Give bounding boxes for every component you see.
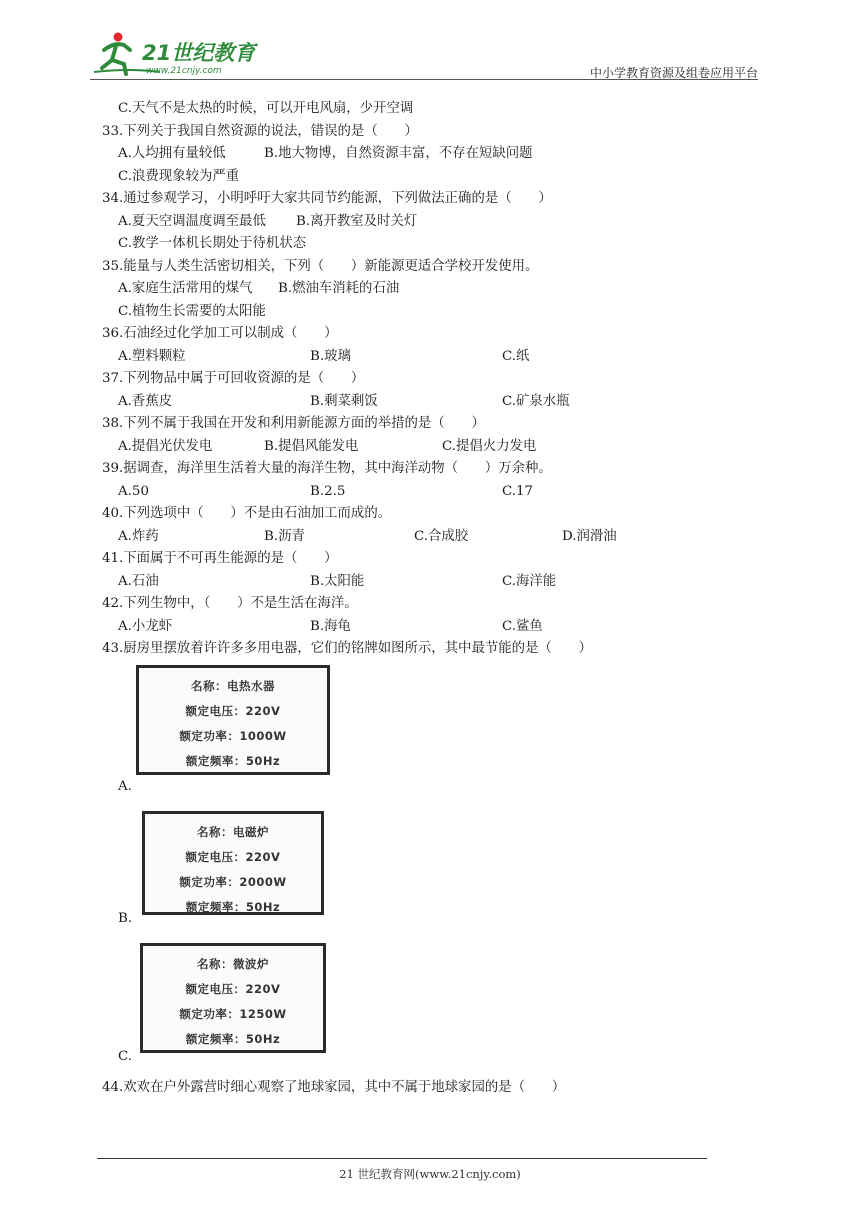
q40-option-a: A.炸药 — [118, 528, 159, 544]
q39-option-b: B.2.5 — [310, 483, 346, 499]
q36-option-a: A.塑料颗粒 — [118, 348, 186, 364]
q35-option-b: B.燃油车消耗的石油 — [278, 281, 400, 296]
q36-options — [102, 346, 742, 369]
q34-options — [102, 211, 742, 234]
footer-divider — [97, 1158, 707, 1159]
nameplate-name: 名称：微波炉 — [197, 956, 269, 971]
nameplate-frequency: 额定频率：50Hz — [185, 899, 281, 914]
nameplate-voltage: 额定电压：220V — [185, 981, 281, 996]
q33-options — [102, 143, 742, 166]
nameplate-a — [136, 665, 330, 775]
nameplate-name: 名称：电热水器 — [191, 678, 275, 693]
header-divider — [90, 79, 758, 80]
q34-option-c: C.教学一体机长期处于待机状态 — [118, 236, 307, 251]
q42-option-b: B.海龟 — [310, 618, 351, 634]
q34-option-b: B.离开教室及时关灯 — [296, 213, 418, 229]
q42-option-a: A.小龙虾 — [118, 618, 173, 634]
q35-option-a: A.家庭生活常用的煤气 — [118, 281, 253, 296]
nameplate-c — [140, 943, 326, 1053]
q40-options — [102, 526, 742, 549]
q34-stem: 34.通过参观学习，小明呼吁大家共同节约能源，下列做法正确的是（ ） — [102, 191, 552, 206]
nameplate-frequency: 额定频率：50Hz — [185, 1031, 281, 1046]
platform-title: 中小学教育资源及组卷应用平台 — [589, 66, 758, 80]
page-footer: 21 世纪教育网(www.21cnjy.com) — [339, 1167, 521, 1181]
q43-option-c — [102, 931, 742, 1069]
q34-option-a: A.夏天空调温度调至最低 — [118, 213, 266, 229]
q37-option-a: A.香蕉皮 — [118, 393, 173, 409]
q36-stem: 36.石油经过化学加工可以制成（ ） — [102, 326, 338, 341]
q41-stem: 41.下面属于不可再生能源的是（ ） — [102, 551, 338, 566]
q42-stem: 42.下列生物中，（ ）不是生活在海洋。 — [102, 596, 358, 611]
page-header — [90, 28, 758, 80]
q43-option-a — [102, 661, 742, 799]
q32-option-c: C.天气不是太热的时候，可以开电风扇，少开空调 — [118, 101, 414, 116]
nameplate-frequency: 额定频率：50Hz — [185, 753, 281, 768]
q41-options — [102, 571, 742, 594]
q37-options — [102, 391, 742, 414]
q33-option-b: B.地大物博，自然资源丰富，不存在短缺问题 — [264, 146, 533, 161]
q37-option-b: B.剩菜剩饭 — [310, 393, 378, 409]
q33-option-a: A.人均拥有量较低 — [118, 146, 226, 161]
q41-option-c: C.海洋能 — [502, 573, 557, 589]
option-label: B. — [118, 911, 133, 926]
q37-option-c: C.矿泉水瓶 — [502, 393, 570, 409]
q44-stem: 44.欢欢在户外露营时细心观察了地球家园，其中不属于地球家园的是（ ） — [102, 1079, 566, 1095]
logo-text: 21世纪教育 — [142, 41, 256, 65]
q40-option-b: B.沥青 — [264, 528, 305, 544]
nameplate-power: 额定功率：1250W — [179, 1006, 287, 1021]
q35-options — [102, 278, 742, 301]
nameplate-voltage: 额定电压：220V — [185, 849, 281, 864]
q38-options — [102, 436, 742, 459]
q33-option-c: C.浪费现象较为严重 — [118, 168, 240, 184]
q43-option-b — [102, 799, 742, 931]
q42-option-c: C.鲨鱼 — [502, 618, 543, 634]
q41-option-b: B.太阳能 — [310, 573, 365, 589]
q39-option-a: A.50 — [118, 483, 149, 499]
q39-options — [102, 481, 742, 504]
q35-option-c: C.植物生长需要的太阳能 — [118, 303, 266, 319]
q36-option-c: C.纸 — [502, 348, 530, 364]
q33-stem: 33.下列关于我国自然资源的说法，错误的是（ ） — [102, 123, 418, 139]
nameplate-voltage: 额定电压：220V — [185, 703, 281, 718]
nameplate-power: 额定功率：2000W — [179, 874, 287, 889]
q39-stem: 39.据调查，海洋里生活着大量的海洋生物，其中海洋动物（ ）万余种。 — [102, 461, 552, 476]
q38-option-b: B.提倡风能发电 — [264, 438, 359, 454]
q40-option-d: D.润滑油 — [562, 528, 617, 544]
nameplate-b — [142, 811, 324, 915]
logo-url: www.21cnjy.com — [146, 66, 222, 76]
logo — [90, 28, 265, 78]
q38-option-c: C.提倡火力发电 — [442, 438, 537, 454]
q39-option-c: C.17 — [502, 483, 534, 499]
nameplate-power: 额定功率：1000W — [179, 728, 287, 743]
q38-stem: 38.下列不属于我国在开发和利用新能源方面的举措的是（ ） — [102, 416, 485, 431]
q40-option-c: C.合成胶 — [414, 528, 469, 544]
option-label: C. — [118, 1049, 133, 1064]
q40-stem: 40.下列选项中（ ）不是由石油加工而成的。 — [102, 506, 392, 521]
nameplate-name: 名称：电磁炉 — [197, 824, 269, 839]
q41-option-a: A.石油 — [118, 573, 159, 589]
q43-stem: 43.厨房里摆放着许许多多用电器，它们的铭牌如图所示，其中最节能的是（ ） — [102, 641, 592, 656]
q38-option-a: A.提倡光伏发电 — [118, 438, 213, 454]
question-list — [102, 98, 742, 1099]
option-label: A. — [118, 779, 132, 794]
q42-options — [102, 616, 742, 639]
q36-option-b: B.玻璃 — [310, 348, 351, 364]
q37-stem: 37.下列物品中属于可回收资源的是（ ） — [102, 371, 365, 386]
q35-stem: 35.能量与人类生活密切相关，下列（ ）新能源更适合学校开发使用。 — [102, 258, 539, 274]
